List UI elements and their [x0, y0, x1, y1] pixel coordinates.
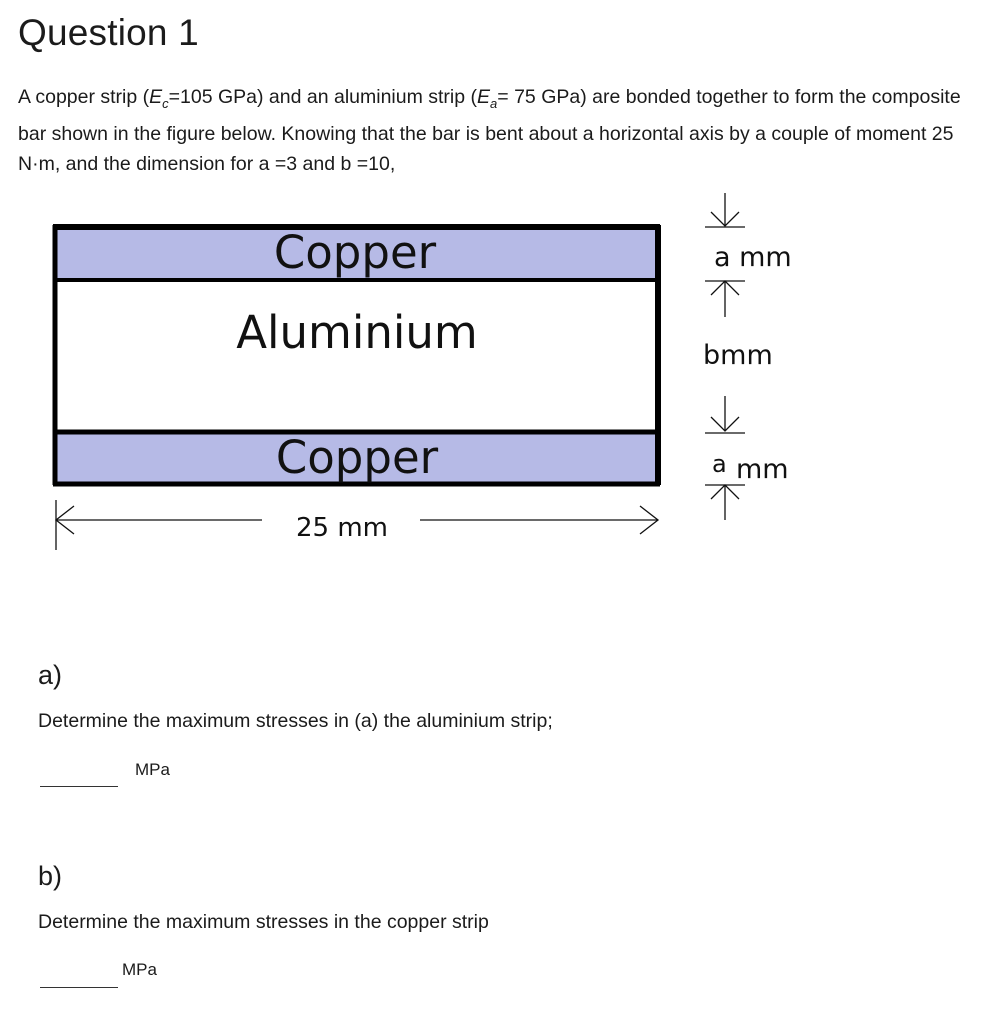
part-b-label: b)	[38, 861, 63, 891]
composite-bar-figure	[0, 190, 986, 560]
top-copper-label: Copper	[273, 226, 437, 279]
dim-middle-label: bmm	[703, 340, 773, 371]
part-b-answer-input[interactable]	[40, 963, 118, 988]
part-a-label: a)	[38, 660, 63, 690]
bottom-copper-label: Copper	[275, 431, 439, 484]
part-b-unit: MPa	[122, 960, 157, 979]
question-title: Question 1	[18, 12, 199, 53]
part-a-question: Determine the maximum stresses in (a) the aluminium strip;	[38, 710, 553, 732]
aluminium-label: Aluminium	[236, 306, 478, 359]
dim-bottom-a-label: a	[712, 450, 727, 478]
part-b-question: Determine the maximum stresses in the copper strip	[38, 911, 489, 933]
part-a-unit: MPa	[135, 760, 170, 779]
width-label: 25 mm	[295, 513, 389, 543]
dim-bottom-mm-label: mm	[736, 454, 789, 485]
part-a-answer-input[interactable]	[40, 762, 118, 787]
dim-top-label: a mm	[714, 242, 792, 273]
problem-statement: A copper strip ($E_c=105$ GPa) and an aluminium strip ($E_a= 75$ GPa) are bonded together to form the composite bar shown in the figure below. Knowing that the bar is bent about a horizontal axis by a couple of moment 25 N·m, and the dimension for a =3 and b =10,	[18, 86, 961, 175]
